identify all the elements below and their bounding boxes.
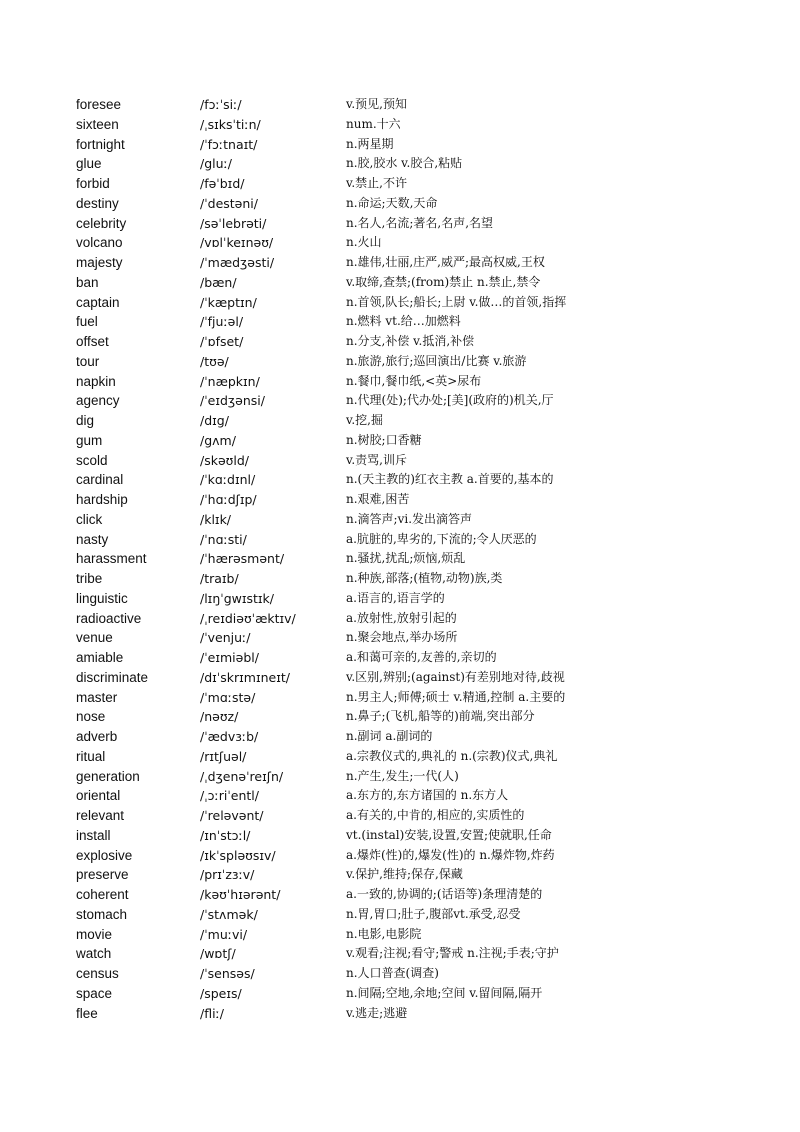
vocab-row (0, 609, 800, 629)
vocab-row (0, 905, 800, 925)
vocab-definition: n.人口普查(调查) (346, 966, 439, 980)
vocab-word: dig (76, 413, 95, 428)
vocab-definition: n.餐巾,餐巾纸,<英>尿布 (346, 373, 482, 388)
vocab-row (0, 135, 800, 155)
vocab-phonetic: /ˈkɑːdɪnl/ (200, 472, 256, 488)
vocab-phonetic: /ˈædvɜːb/ (200, 729, 259, 744)
vocab-row (0, 846, 800, 866)
vocab-definition: v.保护,维持;保存,保藏 (346, 867, 463, 882)
vocab-definition: n.胃,胃口;肚子,腹部vt.承受,忍受 (346, 906, 521, 921)
vocab-phonetic: /ˈfɔːtnaɪt/ (200, 136, 258, 152)
vocab-phonetic: /ˌsɪksˈtiːn/ (200, 116, 261, 132)
vocab-phonetic: /fəˈbɪd/ (200, 176, 245, 191)
vocab-word: movie (76, 926, 113, 942)
vocab-row (0, 569, 800, 589)
vocab-row (0, 727, 800, 747)
vocab-phonetic: /ˌdʒenəˈreɪʃn/ (200, 768, 284, 784)
vocab-definition: n.雄伟,壮丽,庄严,威严;最高权威,王权 (346, 255, 545, 269)
vocab-definition: a.和蔼可亲的,友善的,亲切的 (346, 650, 497, 664)
vocab-phonetic: /rɪtʃuəl/ (200, 748, 247, 764)
vocab-definition: n.(天主教的)红衣主教 a.首要的,基本的 (346, 472, 554, 487)
vocab-word: volcano (76, 235, 123, 251)
vocab-phonetic: /traɪb/ (200, 571, 239, 586)
vocab-phonetic: /gluː/ (200, 156, 232, 172)
vocab-row (0, 312, 800, 332)
vocab-definition: a.语言的,语言学的 (346, 590, 445, 605)
vocab-phonetic: /ˈstʌmək/ (200, 906, 258, 922)
vocab-row (0, 470, 800, 490)
vocab-row (0, 806, 800, 826)
vocab-row (0, 391, 800, 411)
vocab-word: fuel (76, 314, 98, 330)
vocab-definition: n.间隔;空地,余地;空间 v.留间隔,隔开 (346, 985, 543, 1000)
vocab-row (0, 628, 800, 648)
vocab-row (0, 352, 800, 372)
vocab-word: space (76, 985, 113, 1001)
vocab-word: venue (76, 630, 113, 646)
vocab-word: fortnight (76, 136, 125, 152)
vocab-word: harassment (76, 551, 147, 567)
vocab-word: master (76, 689, 118, 705)
vocab-word: linguistic (76, 590, 128, 606)
vocab-row (0, 944, 800, 964)
vocab-row (0, 174, 800, 194)
vocab-row (0, 194, 800, 214)
vocab-phonetic: /ˈeɪdʒənsi/ (200, 393, 265, 409)
vocab-definition: a.一致的,协调的;(话语等)条理清楚的 (346, 887, 543, 901)
vocab-word: agency (76, 393, 120, 409)
vocab-definition: n.种族,部落;(植物,动物)族,类 (346, 571, 503, 585)
vocab-row (0, 95, 800, 115)
vocab-word: captain (76, 294, 120, 310)
vocab-row (0, 885, 800, 905)
vocab-definition: n.旅游,旅行;巡回演出/比赛 v.旅游 (346, 353, 527, 368)
vocab-row (0, 707, 800, 727)
vocab-row (0, 273, 800, 293)
vocab-phonetic: /klɪk/ (200, 511, 232, 527)
vocab-definition: vt.(instal)安装,设置,安置;使就职,任命 (346, 827, 552, 842)
vocab-definition: n.聚会地点,举办场所 (346, 630, 458, 645)
vocab-word: offset (76, 334, 109, 349)
vocab-definition: a.爆炸(性)的,爆发(性)的 n.爆炸物,炸药 (346, 847, 555, 862)
vocab-word: preserve (76, 867, 129, 883)
vocab-definition: n.燃料 vt.给…加燃料 (346, 314, 461, 329)
vocab-word: celebrity (76, 215, 127, 231)
vocab-word: coherent (76, 887, 129, 902)
vocab-phonetic: /ˈhɑːdʃɪp/ (200, 492, 257, 507)
vocab-phonetic: /ɪnˈstɔːl/ (200, 827, 251, 843)
vocab-phonetic: /ˌreɪdiəʊˈæktɪv/ (200, 610, 296, 626)
vocab-phonetic: /lɪŋˈgwɪstɪk/ (200, 590, 274, 606)
vocab-row (0, 786, 800, 806)
vocab-word: forbid (76, 176, 110, 191)
vocab-row (0, 332, 800, 352)
vocab-word: ban (76, 274, 99, 290)
vocab-definition: a.放射性,放射引起的 (346, 610, 457, 625)
vocab-row (0, 411, 800, 431)
vocab-word: sixteen (76, 116, 119, 132)
vocab-phonetic: /dɪˈskrɪmɪneɪt/ (200, 669, 290, 685)
vocab-word: click (76, 511, 103, 527)
vocab-row (0, 530, 800, 550)
vocab-definition: v.区别,辨别;(against)有差别地对待,歧视 (346, 669, 565, 684)
vocab-row (0, 925, 800, 945)
vocab-row (0, 767, 800, 787)
vocab-phonetic: /ˈmɑːstə/ (200, 689, 256, 705)
vocab-word: destiny (76, 195, 119, 211)
vocab-definition: n.滴答声;vi.发出滴答声 (346, 511, 473, 526)
vocab-definition: n.分支,补偿 v.抵消,补偿 (346, 334, 475, 348)
vocab-phonetic: /gʌm/ (200, 432, 236, 448)
vocab-row (0, 490, 800, 510)
vocab-word: cardinal (76, 472, 124, 488)
vocab-definition: n.代理(处);代办处;[美](政府的)机关,厅 (346, 393, 554, 408)
vocab-word: tour (76, 353, 100, 369)
vocab-phonetic: /bæn/ (200, 274, 237, 290)
vocab-phonetic: /səˈlebrəti/ (200, 215, 267, 231)
vocab-row (0, 747, 800, 767)
vocab-phonetic: /ˌɔːriˈentl/ (200, 788, 259, 804)
vocab-definition: n.男主人;师傅;硕士 v.精通,控制 a.主要的 (346, 689, 566, 704)
vocab-definition: n.树胶;口香糖 (346, 432, 422, 447)
vocab-word: nasty (76, 531, 109, 547)
vocab-word: nose (76, 709, 106, 725)
vocab-phonetic: /ˈsensəs/ (200, 966, 255, 981)
vocab-phonetic: /ˈnæpkɪn/ (200, 373, 260, 389)
vocab-word: ritual (76, 748, 106, 764)
vocab-definition: n.首领,队长;船长;上尉 v.做…的首领,指挥 (346, 294, 567, 309)
vocab-word: hardship (76, 492, 128, 507)
vocab-phonetic: /ˈnɑːsti/ (200, 531, 247, 547)
vocab-word: tribe (76, 571, 103, 586)
vocab-word: install (76, 827, 111, 843)
vocab-row (0, 214, 800, 234)
vocab-definition: num.十六 (346, 116, 401, 131)
vocab-row (0, 154, 800, 174)
vocab-word: radioactive (76, 610, 142, 626)
vocab-definition: v.责骂,训斥 (346, 452, 407, 467)
vocab-row (0, 431, 800, 451)
vocab-phonetic: /fɔːˈsiː/ (200, 97, 242, 112)
vocab-row (0, 589, 800, 609)
vocab-row (0, 1004, 800, 1024)
vocab-phonetic: /speɪs/ (200, 985, 242, 1001)
vocab-definition: n.鼻子;(飞机,船等的)前端,突出部分 (346, 709, 535, 724)
vocab-row (0, 865, 800, 885)
vocabulary-list (0, 95, 800, 1023)
vocab-row (0, 648, 800, 668)
vocab-phonetic: /ˈmuːvi/ (200, 926, 248, 942)
vocab-phonetic: /ˈfjuːəl/ (200, 314, 244, 330)
vocab-row (0, 372, 800, 392)
vocab-word: glue (76, 156, 102, 172)
vocab-phonetic: /vɒlˈkeɪnəʊ/ (200, 235, 274, 251)
vocab-definition: n.副词 a.副词的 (346, 729, 433, 743)
vocab-phonetic: /ˈeɪmiəbl/ (200, 650, 259, 665)
vocab-row (0, 293, 800, 313)
vocab-definition: n.命运;天数,天命 (346, 195, 438, 210)
vocab-phonetic: /ˈkæptɪn/ (200, 294, 257, 310)
vocab-phonetic: /dɪg/ (200, 413, 229, 428)
vocab-row (0, 451, 800, 471)
vocab-phonetic: /fliː/ (200, 1005, 224, 1021)
vocab-definition: v.观看;注视;看守;警戒 n.注视;手表;守护 (346, 946, 559, 961)
vocab-phonetic: /prɪˈzɜːv/ (200, 867, 255, 883)
vocab-phonetic: /ɪkˈspləʊsɪv/ (200, 847, 276, 863)
vocab-word: gum (76, 432, 103, 448)
vocab-definition: n.名人,名流;著名,名声,名望 (346, 215, 494, 230)
vocab-definition: n.艰难,困苦 (346, 492, 410, 506)
vocab-word: watch (76, 946, 112, 962)
vocab-row (0, 668, 800, 688)
vocab-definition: v.预见,预知 (346, 97, 407, 111)
vocab-row (0, 233, 800, 253)
vocab-phonetic: /ˈhærəsmənt/ (200, 551, 285, 567)
vocab-word: scold (76, 452, 108, 468)
vocab-row (0, 964, 800, 984)
vocab-word: census (76, 966, 119, 981)
vocab-row (0, 510, 800, 530)
vocab-word: explosive (76, 847, 133, 863)
vocab-phonetic: /kəʊˈhɪərənt/ (200, 887, 281, 902)
vocab-definition: v.挖,掘 (346, 413, 383, 427)
vocab-definition: a.有关的,中肯的,相应的,实质性的 (346, 808, 525, 822)
vocab-phonetic: /ˈɒfset/ (200, 334, 244, 349)
vocab-definition: n.胶,胶水 v.胶合,粘贴 (346, 156, 463, 171)
vocab-definition: n.电影,电影院 (346, 926, 422, 941)
vocab-word: foresee (76, 97, 122, 112)
vocab-phonetic: /skəʊld/ (200, 452, 249, 468)
vocab-definition: a.肮脏的,卑劣的,下流的;令人厌恶的 (346, 531, 537, 546)
vocab-word: generation (76, 768, 140, 784)
vocab-row (0, 549, 800, 569)
vocab-phonetic: /ˈvenjuː/ (200, 630, 251, 646)
vocab-phonetic: /wɒtʃ/ (200, 946, 236, 962)
vocab-definition: n.两星期 (346, 136, 394, 151)
vocab-definition: n.火山 (346, 235, 382, 250)
vocab-word: relevant (76, 808, 125, 823)
vocab-row (0, 984, 800, 1004)
vocab-definition: n.产生,发生;一代(人) (346, 768, 459, 783)
vocab-word: stomach (76, 906, 128, 922)
vocab-definition: a.东方的,东方诸国的 n.东方人 (346, 788, 509, 803)
vocab-definition: a.宗教仪式的,典礼的 n.(宗教)仪式,典礼 (346, 748, 558, 763)
vocab-definition: v.逃走;逃避 (346, 1005, 408, 1020)
vocab-word: oriental (76, 788, 121, 804)
vocab-definition: v.禁止,不许 (346, 176, 407, 190)
vocab-row (0, 826, 800, 846)
vocab-row (0, 253, 800, 273)
vocab-definition: v.取缔,查禁;(from)禁止 n.禁止,禁令 (346, 274, 541, 289)
vocab-phonetic: /nəʊz/ (200, 709, 239, 725)
vocab-definition: n.骚扰,扰乱;烦恼,烦乱 (346, 551, 466, 566)
vocab-phonetic: /tʊə/ (200, 353, 229, 369)
vocab-word: flee (76, 1005, 98, 1021)
vocab-row (0, 115, 800, 135)
vocab-phonetic: /ˈdestəni/ (200, 195, 258, 211)
vocab-phonetic: /ˈmædʒəsti/ (200, 255, 275, 270)
vocab-word: napkin (76, 373, 116, 389)
vocab-phonetic: /ˈreləvənt/ (200, 808, 264, 823)
vocab-word: discriminate (76, 669, 149, 685)
vocab-word: adverb (76, 729, 118, 744)
vocab-word: majesty (76, 255, 123, 270)
vocab-word: amiable (76, 650, 124, 665)
vocab-row (0, 688, 800, 708)
